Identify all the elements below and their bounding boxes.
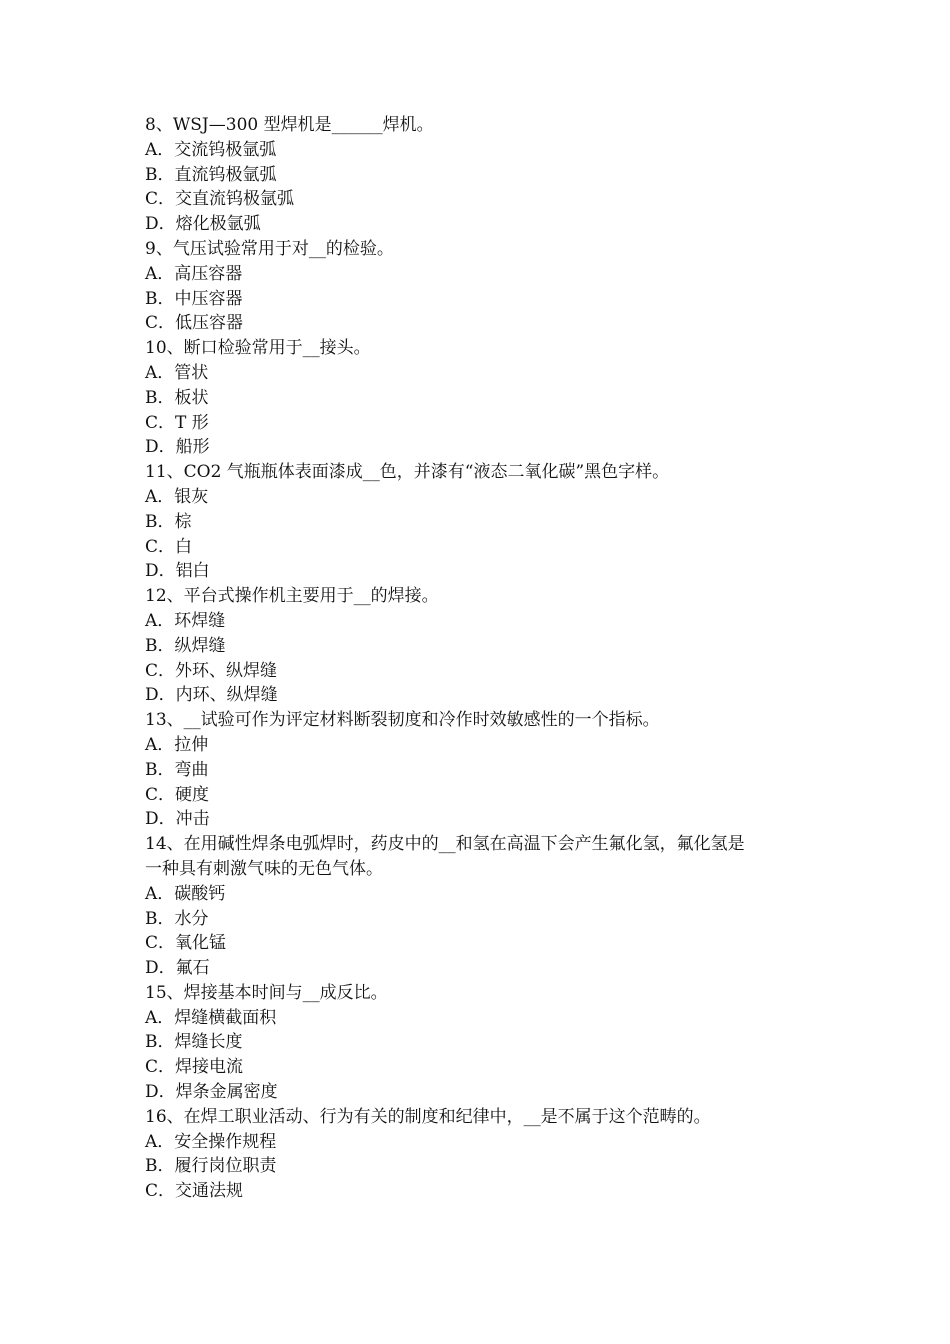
question-10: [145, 336, 825, 460]
option-b: B．水分: [145, 908, 209, 929]
option-c: C．白: [145, 536, 193, 557]
question-stem: 11、CO2 气瓶瓶体表面漆成__色，并漆有“液态二氧化碳”黑色字样。: [145, 462, 670, 483]
option-b: B．纵焊缝: [145, 635, 226, 656]
option-c: C．T 形: [145, 412, 209, 433]
question-stem: 16、在焊工职业活动、行为有关的制度和纪律中，__是不属于这个范畴的。: [145, 1106, 711, 1127]
option-c: C．氧化锰: [145, 933, 227, 954]
option-a: A．环焊缝: [145, 610, 226, 631]
option-c: C．外环、纵焊缝: [145, 660, 278, 681]
question-9: [145, 237, 825, 336]
question-stem-line-1: 14、在用碱性焊条电弧焊时，药皮中的__和氢在高温下会产生氟化氢，氟化氢是: [145, 834, 745, 855]
question-stem: 15、焊接基本时间与__成反比。: [145, 982, 388, 1003]
option-c: C．硬度: [145, 784, 210, 805]
question-11: [145, 460, 825, 584]
question-13: [145, 708, 825, 832]
option-c: C．低压容器: [145, 313, 244, 334]
option-c: C．交通法规: [145, 1181, 244, 1202]
question-8: [145, 113, 825, 237]
question-stem-line-2: 一种具有刺激气味的无色气体。: [145, 858, 383, 879]
question-stem: 8、WSJ—300 型焊机是______焊机。: [145, 115, 434, 135]
option-a: A．银灰: [145, 486, 209, 507]
question-stem: 9、气压试验常用于对__的检验。: [145, 238, 394, 259]
option-b: B．弯曲: [145, 759, 209, 780]
option-a: A．管状: [145, 362, 209, 383]
option-b: B．焊缝长度: [145, 1032, 243, 1053]
option-d: D．冲击: [145, 809, 210, 830]
option-d: D．铝白: [145, 561, 210, 582]
option-a: A．碳酸钙: [145, 883, 226, 904]
option-d: D．船形: [145, 437, 210, 458]
question-stem: 12、平台式操作机主要用于__的焊接。: [145, 586, 439, 607]
option-b: B．中压容器: [145, 288, 243, 309]
question-12: [145, 584, 825, 708]
option-c: C．交直流钨极氩弧: [145, 189, 295, 210]
option-d: D．焊条金属密度: [145, 1082, 278, 1103]
option-b: B．履行岗位职责: [145, 1156, 277, 1177]
option-a: A．拉伸: [145, 734, 209, 755]
option-b: B．棕: [145, 511, 192, 532]
document-page: [145, 113, 825, 1204]
option-d: D．熔化极氩弧: [145, 214, 261, 235]
question-stem: 10、断口检验常用于__接头。: [145, 338, 371, 359]
question-14: [145, 832, 825, 981]
option-a: A．安全操作规程: [145, 1131, 277, 1152]
option-d: D．内环、纵焊缝: [145, 685, 278, 706]
option-b: B．板状: [145, 387, 209, 408]
option-a: A．焊缝横截面积: [145, 1007, 277, 1028]
option-b: B．直流钨极氩弧: [145, 164, 277, 185]
question-stem: 13、__试验可作为评定材料断裂韧度和冷作时效敏感性的一个指标。: [145, 710, 660, 731]
option-a: A．交流钨极氩弧: [145, 139, 277, 160]
question-16: [145, 1105, 825, 1204]
question-15: [145, 981, 825, 1105]
option-d: D．氟石: [145, 958, 210, 979]
option-c: C．焊接电流: [145, 1057, 244, 1078]
option-a: A．高压容器: [145, 263, 243, 284]
